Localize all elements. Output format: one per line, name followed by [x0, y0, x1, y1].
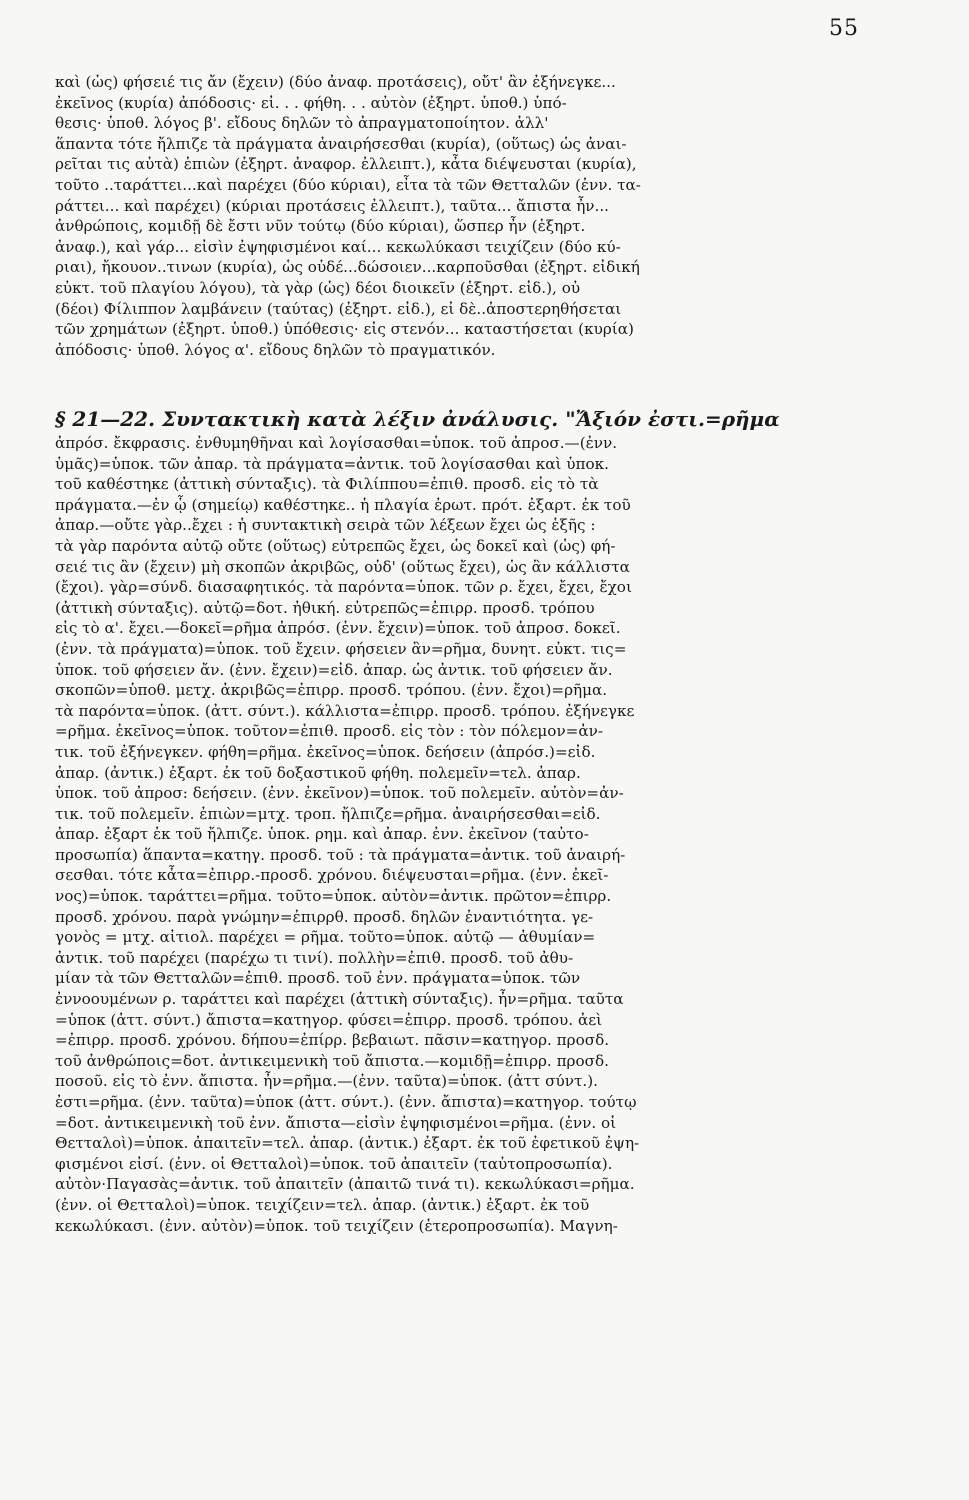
text-line: ράττει... καὶ παρέχει) (κύριαι προτάσεις ἐλλειπτ.), ταῦτα... ἄπιστα ἦν... [55, 196, 610, 215]
text-line: πράγματα.—ἐν ᾧ (σημείῳ) καθέστηκε.. ἡ πλαγία ἐρωτ. πρότ. ἐξαρτ. ἐκ τοῦ [55, 495, 631, 514]
text-line: τικ. τοῦ πολεμεῖν. ἐπιὼν=μτχ. τροπ. ἤλπιζε=ρῆμα. ἀναιρήσεσθαι=εἰδ. [55, 804, 601, 823]
text-line: ἀπρόσ. ἔκφρασις. ἐνθυμηθῆναι καὶ λογίσασθαι=ὑποκ. τοῦ ἀπροσ.—(ἐνν. [55, 434, 618, 452]
text-line: ἀνθρώποις, κομιδῇ δὲ ἔστι νῦν τούτῳ (δύο κύριαι), ὥσπερ ἦν (ἐξηρτ. [55, 217, 586, 236]
text-line: =ρῆμα. ἐκεῖνος=ὑποκ. τοῦτον=ἐπιθ. προσδ. εἰς τὸν : τὸν πόλεμον=ἀν- [55, 722, 604, 741]
section-heading-line: § 21—22. Συντακτικὴ κατὰ λέξιν ἀνάλυσις. "Ἄξιόν ἐστι.=ρῆμα [55, 407, 780, 431]
text-line: (ἀττικὴ σύνταξις). αὐτῷ=δοτ. ἠθική. εὐτρεπῶς=ἐπιρρ. προσδ. τρόπου [55, 598, 595, 617]
text-line: κεκωλύκασι. (ἐνν. αὐτὸν)=ὑποκ. τοῦ τειχίζειν (ἑτεροπροσωπία). Μαγνη- [55, 1216, 618, 1235]
text-line: σκοπῶν=ὑποθ. μετχ. ἀκριβῶς=ἐπιρρ. προσδ. τρόπου. (ἐνν. ἔχοι)=ρῆμα. [55, 681, 608, 700]
text-line: θεσις· ὑποθ. λόγος β'. εἴδους δηλῶν τὸ ἀπραγματοποίητον. ἀλλ' [55, 114, 549, 133]
text-line: γονὸς = μτχ. αἰτιολ. παρέχει = ρῆμα. τοῦτο=ὑποκ. αὐτῷ — ἀθυμίαν= [55, 928, 596, 947]
text-line: νος)=ὑποκ. ταράττει=ρῆμα. τοῦτο=ὑποκ. αὐτὸν=ἀντικ. πρῶτον=ἐπιρρ. [55, 887, 612, 906]
text-line: εὐκτ. τοῦ πλαγίου λόγου), τὰ γὰρ (ὡς) δέοι διοικεῖν (ἐξηρτ. εἰδ.), οὐ [55, 278, 581, 297]
text-line: ριαι), ἤκουον..τινων (κυρία), ὡς οὐδέ...δώσοιεν...καρποῦσθαι (ἐξηρτ. εἰδική [55, 258, 640, 277]
text-line: ἅπαντα τότε ἤλπιζε τὰ πράγματα ἀναιρήσεσθαι (κυρία), (οὕτως) ὡς ἀναι- [55, 134, 627, 153]
text-line: ὑποκ. τοῦ ἀπροσ: δεήσειν. (ἐνν. ἐκεῖνον)=ὑποκ. τοῦ πολεμεῖν. αὐτὸν=ἀν- [55, 784, 624, 803]
text-line: (ἔχοι). γὰρ=σύνδ. διασαφητικός. τὰ παρόντα=ὑποκ. τῶν ρ. ἔχει, ἔχει, ἔχοι [55, 578, 632, 597]
text-line: εἰς τὸ α'. ἔχει.—δοκεῖ=ρῆμα ἀπρόσ. (ἐνν. ἔχειν)=ὑποκ. τοῦ ἀπροσ. δοκεῖ. [55, 619, 621, 638]
text-line: τῶν χρημάτων (ἐξηρτ. ὑποθ.) ὑπόθεσις· εἰς στενόν... καταστήσεται (κυρία) [55, 320, 634, 339]
text-line: =ὑποκ (ἀττ. σύντ.) ἄπιστα=κατηγορ. φύσει=ἐπιρρ. προσδ. τρόπου. ἀεὶ [55, 1010, 603, 1029]
text-line: φισμένοι εἰσί. (ἐνν. οἱ Θετταλοὶ)=ὑποκ. τοῦ ἀπαιτεῖν (ταὐτοπροσωπία). [55, 1154, 613, 1173]
text-line: ἀναφ.), καὶ γάρ... εἰσὶν ἐψηφισμένοι καί... κεκωλύκασι τειχίζειν (δύο κύ- [55, 237, 621, 256]
text-line: ἐστι=ρῆμα. (ἐνν. ταῦτα)=ὑποκ (ἀττ. σύντ.). (ἐνν. ἄπιστα)=κατηγορ. τούτῳ [55, 1093, 637, 1111]
text-line: τικ. τοῦ ἐξήνεγκεν. φήθη=ρῆμα. ἐκεῖνος=ὑποκ. δεήσειν (ἀπρόσ.)=εἰδ. [55, 742, 596, 761]
text-line: μίαν τὰ τῶν Θετταλῶν=ἐπιθ. προσδ. τοῦ ἐνν. πράγματα=ὑποκ. τῶν [55, 969, 581, 988]
text-line: προσωπία) ἅπαντα=κατηγ. προσδ. τοῦ : τὰ πράγματα=ἀντικ. τοῦ ἀναιρή- [55, 845, 626, 864]
text-line: ἐννοουμένων ρ. ταράττει καὶ παρέχει (ἀττικὴ σύνταξις). ἦν=ρῆμα. ταῦτα [55, 990, 624, 1009]
commentary-block-analysis [55, 72, 865, 360]
text-line: ἐκεῖνος (κυρία) ἀπόδοσις· εἰ. . . φήθη. . . αὐτὸν (ἐξηρτ. ὑποθ.) ὑπό- [55, 93, 567, 112]
text-line: τοῦ καθέστηκε (ἀττικὴ σύνταξις). τὰ Φιλίππου=ἐπιθ. προσδ. εἰς τὸ τὰ [55, 475, 599, 494]
text-line: ποσοῦ. εἰς τὸ ἐνν. ἄπιστα. ἦν=ρῆμα.—(ἐνν. ταῦτα)=ὑποκ. (ἀττ σύντ.). [55, 1072, 598, 1091]
text-line: τὰ γὰρ παρόντα αὐτῷ οὔτε (οὕτως) εὐτρεπῶς ἔχει, ὡς δοκεῖ καὶ (ὡς) φή- [55, 536, 616, 555]
text-line: αὐτὸν·Παγασὰς=ἀντικ. τοῦ ἀπαιτεῖν (ἀπαιτῶ τινά τι). κεκωλύκασι=ρῆμα. [55, 1175, 635, 1194]
text-line: ἀπαρ.—οὔτε γὰρ..ἔχει : ἡ συντακτικὴ σειρὰ τῶν λέξεων ἔχει ὡς ἑξῆς : [55, 516, 596, 535]
text-line: ρεῖται τις αὐτὰ) ἐπιὼν (ἐξηρτ. ἀναφορ. ἐλλειπτ.), κἆτα διέψευσται (κυρία), [55, 155, 637, 174]
text-line: σεσθαι. τότε κἆτα=ἐπιρρ.-προσδ. χρόνου. διέψευσται=ρῆμα. (ἐνν. ἐκεῖ- [55, 866, 609, 885]
text-line: τὰ παρόντα=ὑποκ. (ἀττ. σύντ.). κάλλιστα=ἐπιρρ. προσδ. τρόπου. ἐξήνεγκε [55, 701, 635, 720]
text-line: ἀντικ. τοῦ παρέχει (παρέχω τι τινί). πολλὴν=ἐπιθ. προσδ. τοῦ ἀθυ- [55, 948, 574, 967]
text-line: ὑμᾶς)=ὑποκ. τῶν ἀπαρ. τὰ πράγματα=ἀντικ. τοῦ λογίσασθαι καὶ ὑποκ. [55, 454, 609, 473]
text-line: σειέ τις ἂν (ἔχειν) μὴ σκοπῶν ἀκριβῶς, οὐδ' (οὕτως ἔχει), ὡς ἂν κάλλιστα [55, 557, 630, 576]
text-line: ἀπαρ. ἐξαρτ ἐκ τοῦ ἤλπιζε. ὑποκ. ρημ. καὶ ἀπαρ. ἐνν. ἐκεῖνον (ταὐτο- [55, 825, 589, 844]
text-line: προσδ. χρόνου. παρὰ γνώμην=ἐπιρρθ. προσδ. δηλῶν ἐναντιότητα. γε- [55, 907, 594, 926]
text-line: τοῦτο ..ταράττει...καὶ παρέχει (δύο κύριαι), εἶτα τὰ τῶν Θετταλῶν (ἐνν. τα- [55, 175, 641, 194]
page-number: 55 [829, 16, 859, 41]
text-line: (δέοι) Φίλιππον λαμβάνειν (ταύτας) (ἐξηρτ. εἰδ.), εἰ δὲ..ἀποστερηθήσεται [55, 299, 622, 318]
text-line: (ἐνν. τὰ πράγματα)=ὑποκ. τοῦ ἔχειν. φήσειεν ἂν=ρῆμα, δυνητ. εὐκτ. τις= [55, 639, 627, 658]
text-line: τοῦ ἀνθρώποις=δοτ. ἀντικειμενικὴ τοῦ ἄπιστα.—κομιδῇ=ἐπιρρ. προσδ. [55, 1051, 609, 1070]
commentary-block-syntax [55, 405, 865, 1236]
text-line: ἀπόδοσις· ὑποθ. λόγος α'. εἴδους δηλῶν τὸ πραγματικόν. [55, 340, 496, 359]
text-line: Θετταλοὶ)=ὑποκ. ἀπαιτεῖν=τελ. ἀπαρ. (ἀντικ.) ἐξαρτ. ἐκ τοῦ ἐφετικοῦ ἐψη- [55, 1134, 640, 1153]
text-line: =δοτ. ἀντικειμενικὴ τοῦ ἐνν. ἄπιστα—εἰσὶν ἐψηφισμένοι=ρῆμα. (ἐνν. οἱ [55, 1113, 617, 1132]
text-line: ἀπαρ. (ἀντικ.) ἐξαρτ. ἐκ τοῦ δοξαστικοῦ φήθη. πολεμεῖν=τελ. ἀπαρ. [55, 763, 581, 782]
text-line: (ἐνν. οἱ Θετταλοὶ)=ὑποκ. τειχίζειν=τελ. ἀπαρ. (ἀντικ.) ἐξαρτ. ἐκ τοῦ [55, 1195, 590, 1214]
text-line: =ἐπιρρ. προσδ. χρόνου. δήπου=ἐπίρρ. βεβαιωτ. πᾶσιν=κατηγορ. προσδ. [55, 1031, 610, 1050]
text-line: καὶ (ὡς) φήσειέ τις ἄν (ἔχειν) (δύο ἀναφ. προτάσεις), οὔτ' ἂν ἐξήνεγκε... [55, 73, 616, 91]
text-line: ὑποκ. τοῦ φήσειεν ἄν. (ἐνν. ἔχειν)=εἰδ. ἀπαρ. ὡς ἀντικ. τοῦ φήσειεν ἄν. [55, 660, 613, 679]
